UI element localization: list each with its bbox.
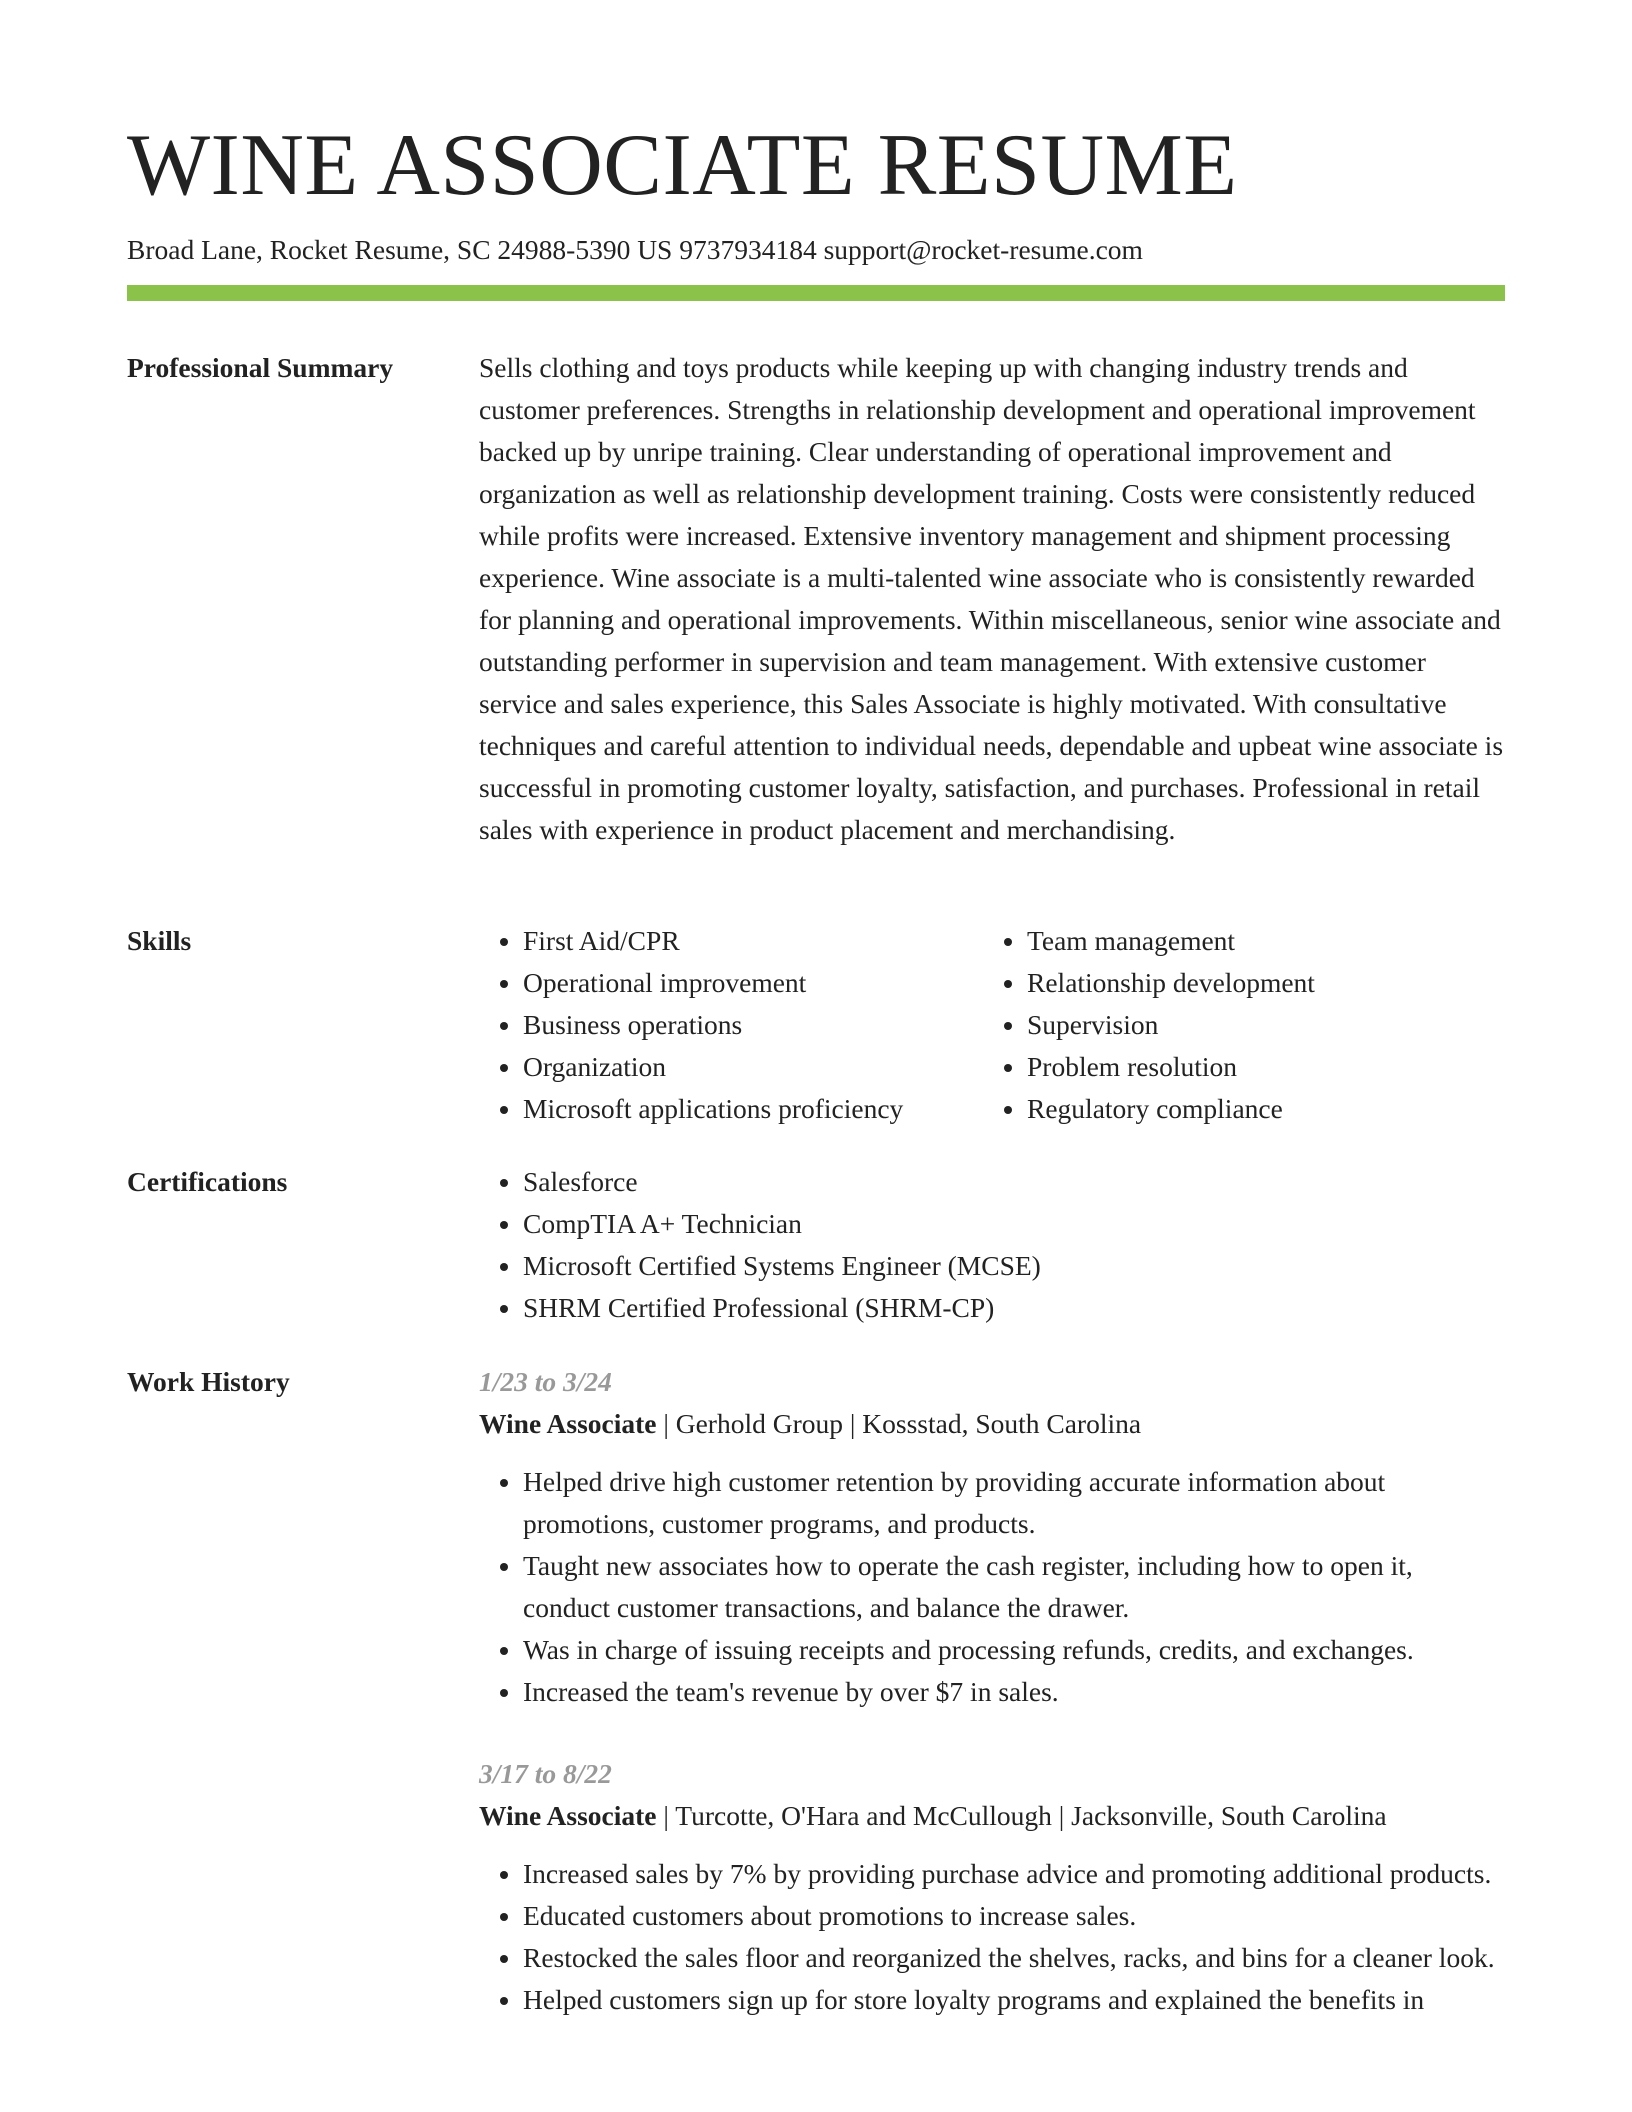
job-title: Wine Associate — [479, 1408, 657, 1439]
work-history-body — [479, 1361, 1505, 2021]
job-dates: 1/23 to 3/24 — [479, 1366, 612, 1397]
work-history-heading: Work History — [127, 1366, 290, 1397]
summary-body — [479, 347, 1505, 851]
skills-list-left — [479, 920, 983, 1130]
contact-info: Broad Lane, Rocket Resume, SC 24988-5390 US 9737934184 support@rocket-resume.com — [127, 234, 1143, 265]
job-bullet: • Restocked the sales floor and reorganized the shelves, racks, and bins for a cleaner look. — [523, 1937, 1505, 1979]
skill-item: • Problem resolution — [1027, 1046, 1487, 1088]
job-heading — [479, 1795, 1505, 1837]
job-bullet: • Educated customers about promotions to increase sales. — [523, 1895, 1505, 1937]
certification-item: • SHRM Certified Professional (SHRM-CP) — [523, 1287, 1505, 1329]
job-bullet: • Helped customers sign up for store loyalty programs and explained the benefits in — [523, 1979, 1505, 2021]
resume-title: WINE ASSOCIATE RESUME — [127, 117, 1238, 214]
job-bullet-list — [479, 1853, 1505, 2021]
job-details: | Gerhold Group | Kossstad, South Carolina — [656, 1408, 1142, 1439]
skill-item: • Organization — [523, 1046, 983, 1088]
job-title: Wine Associate — [479, 1800, 657, 1831]
skill-item: • Microsoft applications proficiency — [523, 1088, 983, 1130]
job-bullet: • Increased the team's revenue by over $7 in sales. — [523, 1671, 1505, 1713]
summary-text: Sells clothing and toys products while keeping up with changing industry trends and customer preferences. Strengths in relationship development and operational improvement backed up by unripe training. Clear understanding of operational improvement and organization as well as relationship development training. Costs were consistently reduced while profits were increased. Extensive inventory management and shipment processing experience. Wine associate is a multi-talented wine associate who is consistently rewarded for planning and operational improvements. Within miscellaneous, senior wine associate and outstanding performer in supervision and team management. With extensive customer service and sales experience, this Sales Associate is highly motivated. With consultative techniques and careful attention to individual needs, dependable and upbeat wine associate is successful in promoting customer loyalty, satisfaction, and purchases. Professional in retail sales with experience in product placement and merchandising. — [479, 352, 1504, 845]
skill-item: • Operational improvement — [523, 962, 983, 1004]
job-bullet: • Increased sales by 7% by providing purchase advice and promoting additional products. — [523, 1853, 1505, 1895]
job-bullet: • Was in charge of issuing receipts and processing refunds, credits, and exchanges. — [523, 1629, 1505, 1671]
skill-item: • Relationship development — [1027, 962, 1487, 1004]
certification-item: • Salesforce — [523, 1161, 1505, 1203]
skills-column-left — [479, 920, 983, 1130]
certifications-body — [479, 1161, 1505, 1329]
header-divider — [127, 285, 1505, 301]
certifications-list — [479, 1161, 1505, 1329]
job-entry — [479, 1361, 1505, 1713]
skills-columns — [479, 920, 1505, 1130]
certification-item: • Microsoft Certified Systems Engineer (MCSE) — [523, 1245, 1505, 1287]
skills-column-right — [983, 920, 1487, 1130]
job-bullet-list — [479, 1461, 1505, 1713]
certification-item: • CompTIA A+ Technician — [523, 1203, 1505, 1245]
skills-heading: Skills — [127, 925, 192, 956]
skill-item: • Business operations — [523, 1004, 983, 1046]
skills-body — [479, 920, 1505, 1130]
job-bullet: • Taught new associates how to operate the cash register, including how to open it, conduct customer transactions, and balance the drawer. — [523, 1545, 1505, 1629]
skill-item: • Supervision — [1027, 1004, 1487, 1046]
certifications-heading: Certifications — [127, 1166, 288, 1197]
job-heading — [479, 1403, 1505, 1445]
skill-item: • Team management — [1027, 920, 1487, 962]
skill-item: • Regulatory compliance — [1027, 1088, 1487, 1130]
job-details: | Turcotte, O'Hara and McCullough | Jacksonville, South Carolina — [656, 1800, 1387, 1831]
skill-item: • First Aid/CPR — [523, 920, 983, 962]
summary-heading: Professional Summary — [127, 352, 394, 383]
job-dates: 3/17 to 8/22 — [479, 1758, 612, 1789]
job-bullet: • Helped drive high customer retention by providing accurate information about promotions, customer programs, and products. — [523, 1461, 1505, 1545]
skills-list-right — [983, 920, 1487, 1130]
job-entry — [479, 1753, 1505, 2021]
